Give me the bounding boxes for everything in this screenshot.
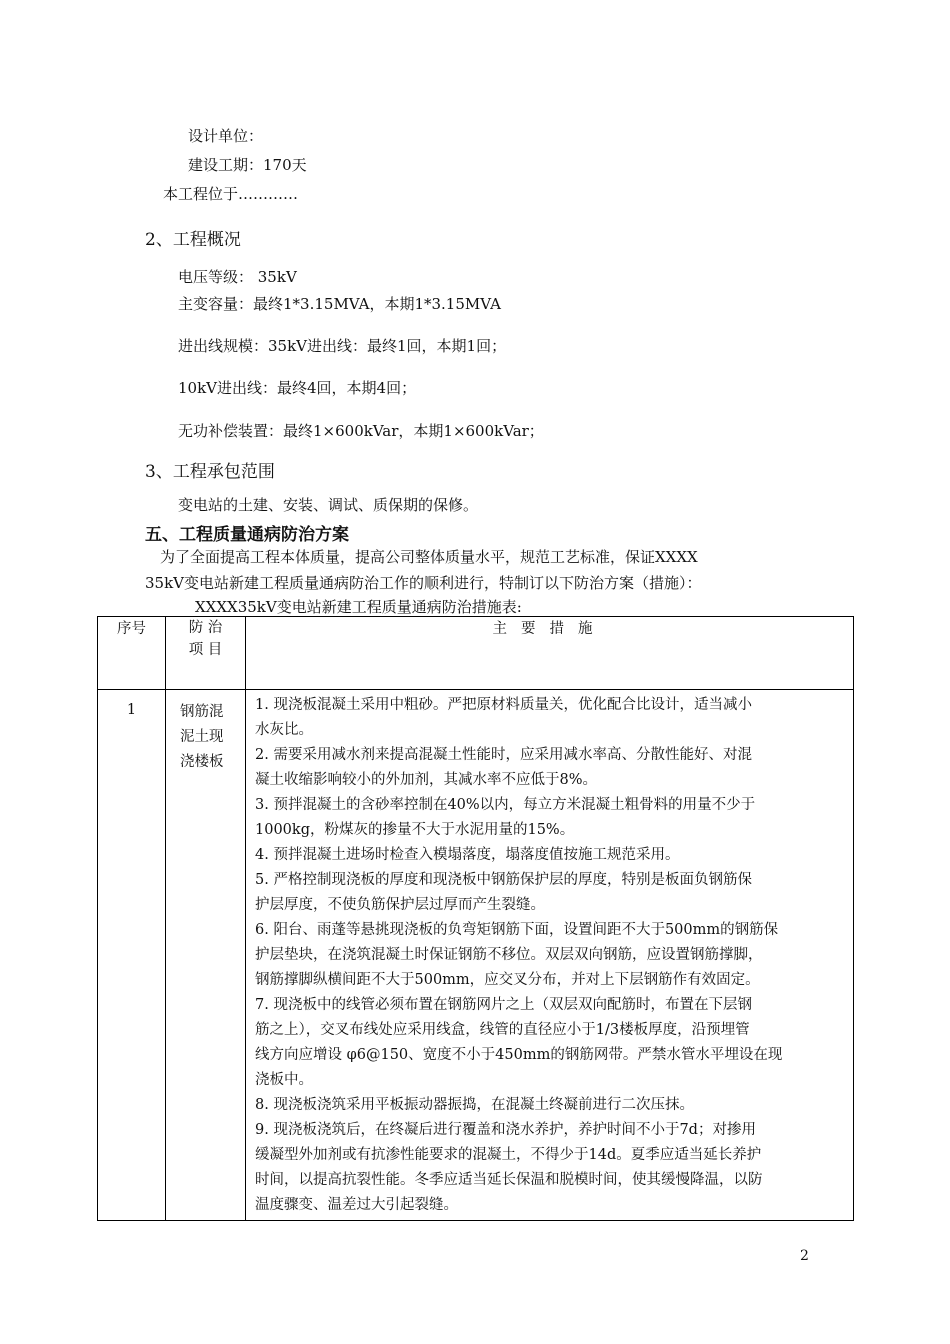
- scope-text: 变电站的土建、安装、调试、质保期的保修。: [178, 496, 479, 514]
- header-item-line2: 项 目: [188, 642, 223, 658]
- measures-table: [97, 616, 854, 1221]
- measure-line: 7. 现浇板中的线管必须布置在钢筋网片之上（双层双向配筋时，布置在下层钢: [255, 997, 752, 1013]
- measures-table-title: XXXX35kV变电站新建工程质量通病防治措施表:: [195, 598, 522, 616]
- measure-line: 水灰比。: [255, 722, 313, 738]
- measure-line: 时间，以提高抗裂性能。冬季应适当延长保温和脱模时间，使其缓慢降温，以防: [255, 1172, 763, 1188]
- design-unit-line: 设计单位：: [188, 127, 264, 145]
- measure-line: 温度骤变、温差过大引起裂缝。: [255, 1197, 458, 1213]
- measure-line: 8. 现浇板浇筑采用平板振动器振捣，在混凝土终凝前进行二次压抹。: [255, 1097, 694, 1113]
- measure-line: 1. 现浇板混凝土采用中粗砂。严把原材料质量关，优化配合比设计，适当减小: [255, 697, 752, 713]
- measure-line: 6. 阳台、雨蓬等悬挑现浇板的负弯矩钢筋下面，设置间距不大于500mm的钢筋保: [255, 922, 779, 938]
- measure-line: 3. 预拌混凝土的含砂率控制在40%以内，每立方米混凝土粗骨料的用量不少于: [255, 797, 756, 813]
- scope-heading: 3、工程承包范围: [145, 462, 275, 482]
- measure-line: 护层厚度，不使负筋保护层过厚而产生裂缝。: [255, 897, 545, 913]
- measure-line: 护层垫块，在浇筑混凝土时保证钢筋不移位。双层双向钢筋，应设置钢筋撑脚，: [255, 947, 763, 963]
- table-row: [98, 690, 854, 1221]
- row-number: 1: [98, 690, 166, 1221]
- transformer-capacity-line: 主变容量：最终1*3.15MVA，本期1*3.15MVA: [178, 295, 501, 313]
- construction-period-line: 建设工期：170天: [188, 156, 307, 174]
- lines-35kv-line: 进出线规模：35kV进出线：最终1回，本期1回；: [178, 337, 507, 355]
- row-measures: [246, 690, 854, 1221]
- row-item: [166, 690, 246, 1221]
- measure-line: 1000kg，粉煤灰的掺量不大于水泥用量的15%。: [255, 822, 575, 838]
- overview-heading: 2、工程概况: [145, 230, 241, 250]
- section5-paragraph-line1: 为了全面提高工程本体质量，提高公司整体质量水平，规范工艺标准，保证XXXX: [160, 548, 698, 566]
- lines-10kv-line: 10kV进出线：最终4回，本期4回；: [178, 379, 417, 397]
- header-measures-label: 主要措施: [492, 621, 607, 637]
- row-item-line: 泥土现: [180, 729, 224, 745]
- header-item-line1: 防 治: [188, 620, 223, 636]
- row-item-line: 浇楼板: [180, 754, 224, 770]
- measure-line: 凝土收缩影响较小的外加剂，其减水率不应低于8%。: [255, 772, 598, 788]
- voltage-level-line: 电压等级： 35kV: [178, 268, 297, 286]
- measure-line: 5. 严格控制现浇板的厚度和现浇板中钢筋保护层的厚度，特别是板面负钢筋保: [255, 872, 752, 888]
- header-no: 序号: [98, 617, 166, 690]
- header-measures: [246, 617, 854, 690]
- project-location-line: 本工程位于…………: [163, 185, 299, 203]
- measure-line: 钢筋撑脚纵横间距不大于500mm，应交叉分布，并对上下层钢筋作有效固定。: [255, 972, 760, 988]
- reactive-compensation-line: 无功补偿装置：最终1×600kVar，本期1×600kVar；: [178, 422, 544, 440]
- measure-line: 筋之上），交叉布线处应采用线盒，线管的直径应小于1/3楼板厚度，沿预埋管: [255, 1022, 750, 1038]
- measure-line: 线方向应增设 φ6@150、宽度不小于450mm的钢筋网带。严禁水管水平埋设在现: [255, 1047, 783, 1063]
- measure-line: 缓凝型外加剂或有抗渗性能要求的混凝土，不得少于14d。夏季应适当延长养护: [255, 1147, 762, 1163]
- header-item: [166, 617, 246, 690]
- measure-line: 4. 预拌混凝土进场时检查入模塌落度，塌落度值按施工规范采用。: [255, 847, 680, 863]
- measure-line: 浇板中。: [255, 1072, 313, 1088]
- page-number: 2: [800, 1248, 809, 1264]
- section5-paragraph-line2: 35kV变电站新建工程质量通病防治工作的顺利进行，特制订以下防治方案（措施）：: [145, 574, 702, 592]
- table-header-row: [98, 617, 854, 690]
- section5-heading: 五、工程质量通病防治方案: [145, 525, 349, 545]
- measure-line: 2. 需要采用减水剂来提高混凝土性能时，应采用减水率高、分散性能好、对混: [255, 747, 752, 763]
- measure-line: 9. 现浇板浇筑后，在终凝后进行覆盖和浇水养护，养护时间不小于7d；对掺用: [255, 1122, 756, 1138]
- row-item-line: 钢筋混: [180, 704, 224, 720]
